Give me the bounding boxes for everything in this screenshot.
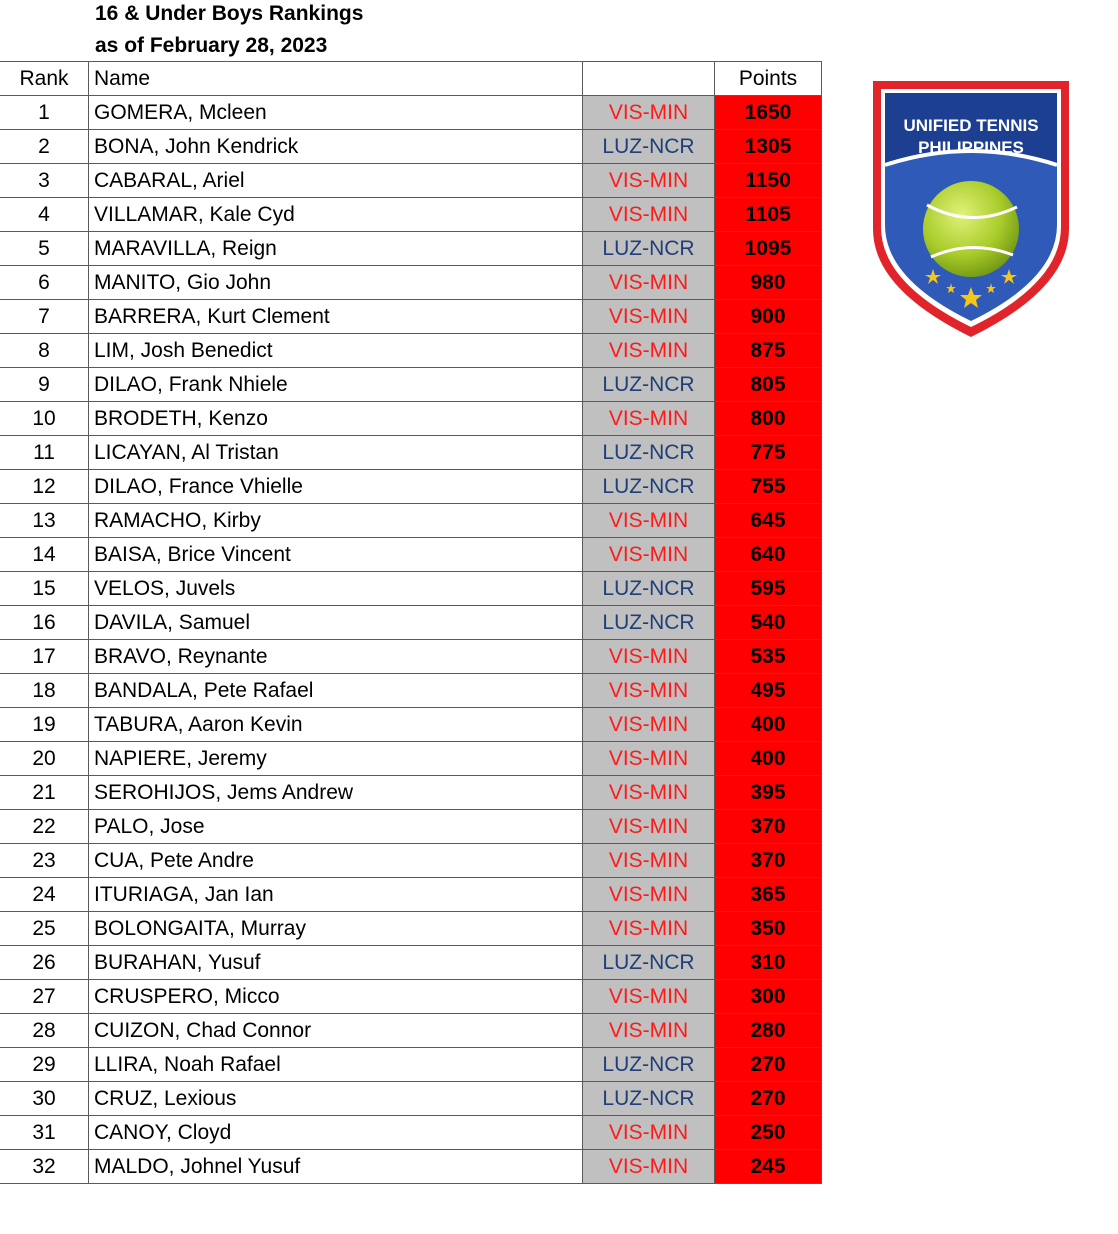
table-row [0, 470, 822, 504]
rank-cell: 32 [0, 1150, 89, 1184]
table-row [0, 912, 822, 946]
rank-cell: 20 [0, 742, 89, 776]
region-cell: LUZ-NCR [583, 1082, 715, 1116]
region-cell: VIS-MIN [583, 504, 715, 538]
region-cell: VIS-MIN [583, 776, 715, 810]
table-row [0, 504, 822, 538]
rank-cell: 24 [0, 878, 89, 912]
points-cell: 280 [715, 1014, 822, 1048]
region-cell: LUZ-NCR [583, 470, 715, 504]
points-cell: 1650 [715, 96, 822, 130]
table-row [0, 674, 822, 708]
points-cell: 800 [715, 402, 822, 436]
table-row [0, 810, 822, 844]
points-cell: 245 [715, 1150, 822, 1184]
region-cell: VIS-MIN [583, 266, 715, 300]
points-cell: 775 [715, 436, 822, 470]
rank-cell: 9 [0, 368, 89, 402]
rank-cell: 18 [0, 674, 89, 708]
rank-cell: 3 [0, 164, 89, 198]
table-row [0, 1116, 822, 1150]
rank-cell: 27 [0, 980, 89, 1014]
table-header-row [0, 62, 822, 96]
table-row [0, 538, 822, 572]
table-row [0, 1150, 822, 1184]
region-cell: VIS-MIN [583, 402, 715, 436]
rank-cell: 1 [0, 96, 89, 130]
name-cell: DAVILA, Samuel [89, 606, 583, 640]
table-row [0, 1014, 822, 1048]
name-cell: BOLONGAITA, Murray [89, 912, 583, 946]
rank-cell: 19 [0, 708, 89, 742]
rank-cell: 14 [0, 538, 89, 572]
column-header-region [583, 62, 715, 96]
name-cell: CABARAL, Ariel [89, 164, 583, 198]
region-cell: VIS-MIN [583, 708, 715, 742]
name-cell: PALO, Jose [89, 810, 583, 844]
logo-text-line1: UNIFIED TENNIS [903, 116, 1039, 135]
table-row [0, 946, 822, 980]
region-cell: VIS-MIN [583, 164, 715, 198]
points-cell: 645 [715, 504, 822, 538]
table-row [0, 96, 822, 130]
region-cell: VIS-MIN [583, 844, 715, 878]
region-cell: VIS-MIN [583, 300, 715, 334]
region-cell: VIS-MIN [583, 334, 715, 368]
rankings-table-body [0, 62, 822, 1184]
name-cell: NAPIERE, Jeremy [89, 742, 583, 776]
name-cell: VELOS, Juvels [89, 572, 583, 606]
name-cell: GOMERA, Mcleen [89, 96, 583, 130]
region-cell: VIS-MIN [583, 674, 715, 708]
rank-cell: 16 [0, 606, 89, 640]
region-cell: VIS-MIN [583, 96, 715, 130]
rank-cell: 2 [0, 130, 89, 164]
table-row [0, 708, 822, 742]
table-row [0, 436, 822, 470]
rank-cell: 8 [0, 334, 89, 368]
region-cell: LUZ-NCR [583, 1048, 715, 1082]
rank-cell: 29 [0, 1048, 89, 1082]
table-row [0, 402, 822, 436]
name-cell: BRAVO, Reynante [89, 640, 583, 674]
points-cell: 640 [715, 538, 822, 572]
points-cell: 270 [715, 1048, 822, 1082]
name-cell: MANITO, Gio John [89, 266, 583, 300]
points-cell: 400 [715, 742, 822, 776]
name-cell: LLIRA, Noah Rafael [89, 1048, 583, 1082]
points-cell: 370 [715, 844, 822, 878]
points-cell: 540 [715, 606, 822, 640]
rank-cell: 28 [0, 1014, 89, 1048]
region-cell: VIS-MIN [583, 198, 715, 232]
table-row [0, 606, 822, 640]
table-row [0, 844, 822, 878]
points-cell: 900 [715, 300, 822, 334]
name-cell: BARRERA, Kurt Clement [89, 300, 583, 334]
points-cell: 535 [715, 640, 822, 674]
points-cell: 400 [715, 708, 822, 742]
region-cell: LUZ-NCR [583, 130, 715, 164]
rank-cell: 6 [0, 266, 89, 300]
region-cell: VIS-MIN [583, 742, 715, 776]
rank-cell: 25 [0, 912, 89, 946]
region-cell: VIS-MIN [583, 1116, 715, 1150]
table-row [0, 1048, 822, 1082]
region-cell: VIS-MIN [583, 538, 715, 572]
table-row [0, 368, 822, 402]
rank-cell: 22 [0, 810, 89, 844]
region-cell: VIS-MIN [583, 640, 715, 674]
region-cell: LUZ-NCR [583, 572, 715, 606]
points-cell: 350 [715, 912, 822, 946]
unified-tennis-philippines-logo [871, 79, 1071, 339]
name-cell: BANDALA, Pete Rafael [89, 674, 583, 708]
name-cell: CUIZON, Chad Connor [89, 1014, 583, 1048]
name-cell: LICAYAN, Al Tristan [89, 436, 583, 470]
rank-cell: 4 [0, 198, 89, 232]
rank-cell: 17 [0, 640, 89, 674]
region-cell: VIS-MIN [583, 1014, 715, 1048]
table-row [0, 878, 822, 912]
points-cell: 1105 [715, 198, 822, 232]
region-cell: VIS-MIN [583, 878, 715, 912]
region-cell: LUZ-NCR [583, 946, 715, 980]
name-cell: RAMACHO, Kirby [89, 504, 583, 538]
name-cell: CUA, Pete Andre [89, 844, 583, 878]
name-cell: SEROHIJOS, Jems Andrew [89, 776, 583, 810]
rank-cell: 11 [0, 436, 89, 470]
region-cell: VIS-MIN [583, 980, 715, 1014]
rank-cell: 31 [0, 1116, 89, 1150]
points-cell: 270 [715, 1082, 822, 1116]
points-cell: 370 [715, 810, 822, 844]
name-cell: MARAVILLA, Reign [89, 232, 583, 266]
name-cell: VILLAMAR, Kale Cyd [89, 198, 583, 232]
tennis-ball-icon [923, 181, 1019, 277]
region-cell: LUZ-NCR [583, 368, 715, 402]
rank-cell: 30 [0, 1082, 89, 1116]
logo-text-line2: PHILIPPINES [918, 138, 1024, 157]
column-header-rank: Rank [0, 62, 89, 96]
table-row [0, 232, 822, 266]
name-cell: BAISA, Brice Vincent [89, 538, 583, 572]
table-row [0, 130, 822, 164]
points-cell: 300 [715, 980, 822, 1014]
points-cell: 980 [715, 266, 822, 300]
points-cell: 365 [715, 878, 822, 912]
points-cell: 395 [715, 776, 822, 810]
name-cell: BURAHAN, Yusuf [89, 946, 583, 980]
points-cell: 1095 [715, 232, 822, 266]
column-header-name: Name [89, 62, 583, 96]
table-row [0, 198, 822, 232]
rank-cell: 26 [0, 946, 89, 980]
rank-cell: 5 [0, 232, 89, 266]
region-cell: LUZ-NCR [583, 232, 715, 266]
points-cell: 875 [715, 334, 822, 368]
name-cell: ITURIAGA, Jan Ian [89, 878, 583, 912]
name-cell: DILAO, France Vhielle [89, 470, 583, 504]
name-cell: MALDO, Johnel Yusuf [89, 1150, 583, 1184]
table-row [0, 164, 822, 198]
table-row [0, 1082, 822, 1116]
table-row [0, 334, 822, 368]
region-cell: LUZ-NCR [583, 436, 715, 470]
name-cell: TABURA, Aaron Kevin [89, 708, 583, 742]
rank-cell: 21 [0, 776, 89, 810]
rankings-table [0, 61, 822, 1184]
rank-cell: 13 [0, 504, 89, 538]
rank-cell: 15 [0, 572, 89, 606]
table-row [0, 572, 822, 606]
column-header-points: Points [715, 62, 822, 96]
points-cell: 495 [715, 674, 822, 708]
table-row [0, 266, 822, 300]
points-cell: 1150 [715, 164, 822, 198]
points-cell: 250 [715, 1116, 822, 1150]
table-row [0, 640, 822, 674]
name-cell: DILAO, Frank Nhiele [89, 368, 583, 402]
name-cell: BRODETH, Kenzo [89, 402, 583, 436]
table-row [0, 980, 822, 1014]
region-cell: LUZ-NCR [583, 606, 715, 640]
name-cell: BONA, John Kendrick [89, 130, 583, 164]
rank-cell: 7 [0, 300, 89, 334]
name-cell: LIM, Josh Benedict [89, 334, 583, 368]
name-cell: CRUSPERO, Micco [89, 980, 583, 1014]
points-cell: 310 [715, 946, 822, 980]
page-title: 16 & Under Boys Rankings [95, 2, 364, 25]
page-subtitle: as of February 28, 2023 [95, 34, 328, 57]
points-cell: 755 [715, 470, 822, 504]
points-cell: 805 [715, 368, 822, 402]
points-cell: 1305 [715, 130, 822, 164]
region-cell: VIS-MIN [583, 810, 715, 844]
table-row [0, 776, 822, 810]
table-row [0, 742, 822, 776]
table-row [0, 300, 822, 334]
region-cell: VIS-MIN [583, 912, 715, 946]
region-cell: VIS-MIN [583, 1150, 715, 1184]
rank-cell: 12 [0, 470, 89, 504]
rank-cell: 23 [0, 844, 89, 878]
points-cell: 595 [715, 572, 822, 606]
name-cell: CRUZ, Lexious [89, 1082, 583, 1116]
rank-cell: 10 [0, 402, 89, 436]
name-cell: CANOY, Cloyd [89, 1116, 583, 1150]
